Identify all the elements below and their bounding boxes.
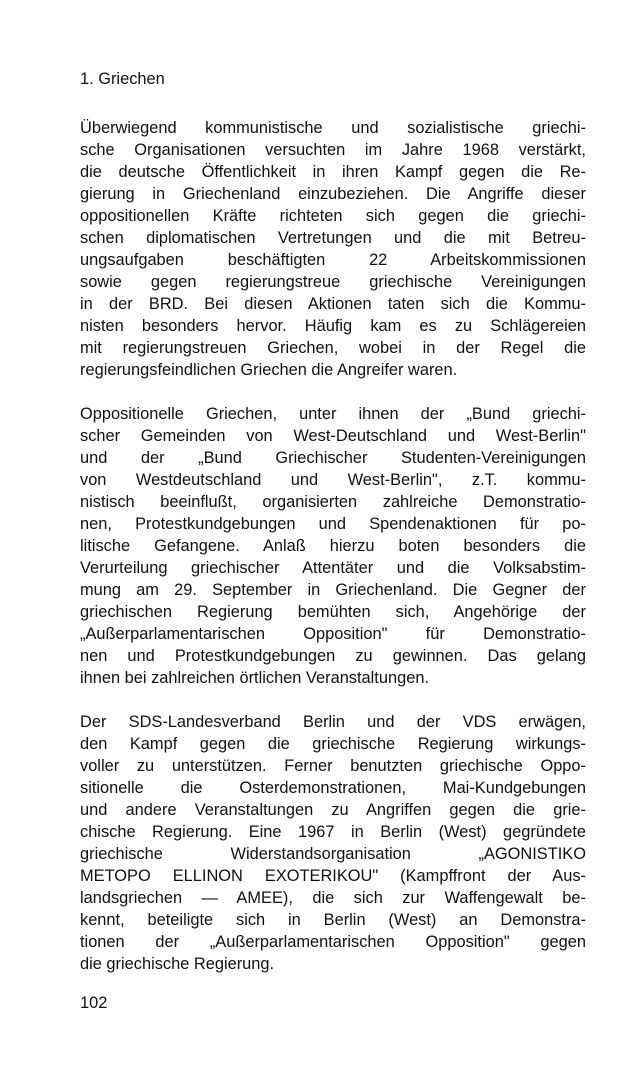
text-line: litische Gefangene. Anlaß hierzu boten besonders die xyxy=(80,537,586,555)
text-line: oppositionellen Kräfte richteten sich gegen die griechi- xyxy=(80,207,586,225)
section-heading: 1. Griechen xyxy=(80,70,165,88)
paragraph xyxy=(80,711,586,975)
text-line: von Westdeutschland und West-Berlin", z.T. kommu- xyxy=(80,471,586,489)
paragraph xyxy=(80,403,586,689)
document-page xyxy=(80,68,586,997)
text-line: ungsaufgaben beschäftigten 22 Arbeitskommissionen xyxy=(80,251,586,269)
text-line: kennt, beteiligte sich in Berlin (West) an Demonstra- xyxy=(80,911,586,929)
text-line: sitionelle die Osterdemonstrationen, Mai-Kundgebungen xyxy=(80,779,586,797)
text-line: griechischen Regierung bemühten sich, Angehörige der xyxy=(80,603,586,621)
text-line: chische Regierung. Eine 1967 in Berlin (West) gegründete xyxy=(80,823,586,841)
text-line: die deutsche Öffentlichkeit in ihren Kampf gegen die Re- xyxy=(80,163,586,181)
text-line: Der SDS-Landesverband Berlin und der VDS erwägen, xyxy=(80,713,586,731)
page-number: 102 xyxy=(80,994,108,1012)
text-line: nisten besonders hervor. Häufig kam es zu Schlägereien xyxy=(80,317,586,335)
text-line: gierung in Griechenland einzubeziehen. Die Angriffe dieser xyxy=(80,185,586,203)
text-line: griechische Widerstandsorganisation „AGONISTIKO xyxy=(80,845,586,863)
text-line: nen, Protestkundgebungen und Spendenaktionen für po- xyxy=(80,515,586,533)
text-line: und der „Bund Griechischer Studenten-Vereinigungen xyxy=(80,449,586,467)
text-line: sowie gegen regierungstreue griechische Vereinigungen xyxy=(80,273,586,291)
text-line: voller zu unterstützen. Ferner benutzten griechische Oppo- xyxy=(80,757,586,775)
text-line: nistisch beeinflußt, organisierten zahlreiche Demonstratio- xyxy=(80,493,586,511)
text-line: „Außerparlamentarischen Opposition" für Demonstratio- xyxy=(80,625,586,643)
text-line: Oppositionelle Griechen, unter ihnen der „Bund griechi- xyxy=(80,405,586,423)
text-line: scher Gemeinden von West-Deutschland und West-Berlin" xyxy=(80,427,586,445)
text-line: tionen der „Außerparlamentarischen Opposition" gegen xyxy=(80,933,586,951)
text-line: in der BRD. Bei diesen Aktionen taten sich die Kommu- xyxy=(80,295,586,313)
text-line: Verurteilung griechischer Attentäter und die Volksabstim- xyxy=(80,559,586,577)
text-line: schen diplomatischen Vertretungen und die mit Betreu- xyxy=(80,229,586,247)
text-line: ihnen bei zahlreichen örtlichen Veranstaltungen. xyxy=(80,669,429,687)
text-line: nen und Protestkundgebungen zu gewinnen. Das gelang xyxy=(80,647,586,665)
text-line: mung am 29. September in Griechenland. Die Gegner der xyxy=(80,581,586,599)
text-line: Überwiegend kommunistische und sozialistische griechi- xyxy=(80,119,586,137)
paragraph xyxy=(80,117,586,381)
text-line: METOPO ELLINON EXOTERIKOU" (Kampffront der Aus- xyxy=(80,867,586,885)
text-line: landsgriechen — AMEE), die sich zur Waffengewalt be- xyxy=(80,889,586,907)
text-line: regierungsfeindlichen Griechen die Angreifer waren. xyxy=(80,361,458,379)
text-line: die griechische Regierung. xyxy=(80,955,275,973)
text-line: den Kampf gegen die griechische Regierung wirkungs- xyxy=(80,735,586,753)
text-line: und andere Veranstaltungen zu Angriffen gegen die grie- xyxy=(80,801,586,819)
text-line: mit regierungstreuen Griechen, wobei in der Regel die xyxy=(80,339,586,357)
text-line: sche Organisationen versuchten im Jahre 1968 verstärkt, xyxy=(80,141,586,159)
body-text xyxy=(80,117,586,975)
